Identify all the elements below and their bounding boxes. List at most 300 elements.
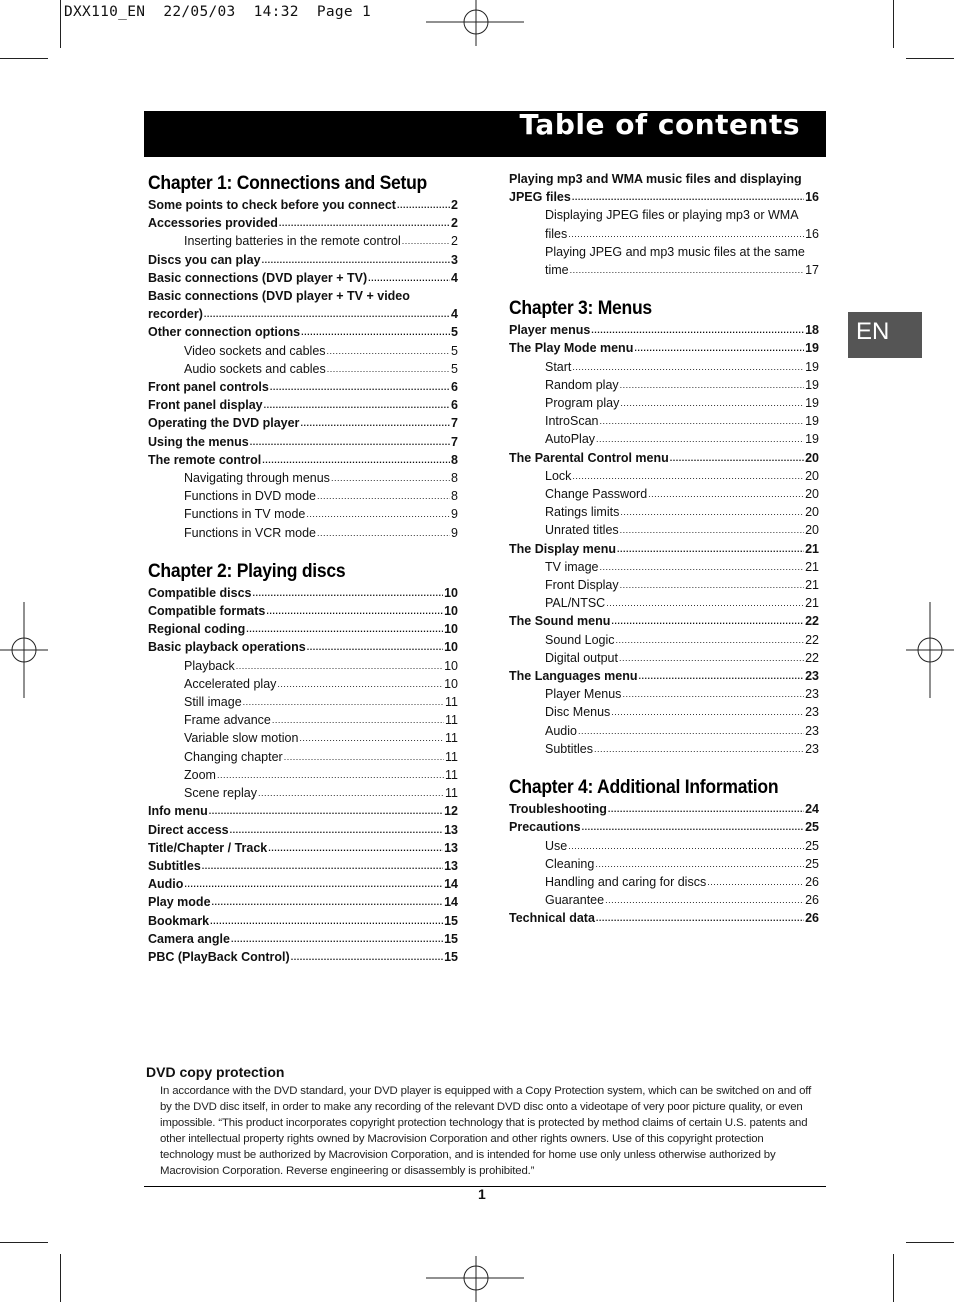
toc-entry-label: Basic playback operations	[148, 640, 306, 655]
toc-leader-dots	[258, 784, 444, 802]
registration-mark-top	[426, 0, 526, 48]
toc-page-number: 11	[445, 749, 458, 764]
toc-leader-dots	[317, 524, 450, 542]
toc-entry-label: Some points to check before you connect	[148, 198, 396, 212]
toc-leader-dots	[605, 891, 804, 909]
toc-entry[interactable]	[148, 802, 458, 820]
registration-mark-bottom	[426, 1254, 526, 1302]
toc-page-number: 8	[451, 452, 458, 467]
title-banner	[144, 108, 826, 157]
toc-leader-dots	[639, 667, 805, 685]
toc-entry-label: IntroScan	[545, 414, 599, 429]
toc-entry[interactable]	[509, 594, 819, 612]
toc-entry-label: Lock	[545, 468, 572, 483]
registration-mark-left	[0, 600, 48, 700]
toc-entry-label: PAL/NTSC	[545, 596, 606, 611]
toc-entry-label: Audio sockets and cables	[184, 361, 326, 376]
toc-entry-label: Displaying JPEG files or playing mp3 or WMA	[545, 208, 799, 223]
toc-page-number: 25	[805, 820, 819, 835]
toc-entry-label: Info menu	[148, 804, 208, 819]
toc-page-number: 12	[444, 804, 458, 819]
toc-entry[interactable]	[148, 342, 458, 360]
toc-page-number: 13	[444, 858, 458, 873]
toc-leader-dots	[670, 449, 804, 467]
toc-entry-label: Troubleshooting	[509, 802, 607, 817]
toc-leader-dots	[368, 269, 450, 287]
toc-entry-label: Video sockets and cables	[184, 343, 326, 358]
toc-page-number: 19	[805, 396, 819, 411]
toc-page-number: 2	[451, 216, 458, 231]
toc-entry[interactable]	[148, 584, 458, 602]
language-tab: EN	[848, 312, 922, 358]
toc-page-number: 15	[444, 931, 458, 946]
toc-entry[interactable]	[148, 269, 458, 287]
crop-mark	[906, 1242, 954, 1243]
toc-entry-label: Camera angle	[148, 931, 230, 946]
toc-leader-dots	[600, 558, 805, 576]
toc-entry-label: Front panel controls	[148, 380, 269, 395]
toc-entry-label: Functions in TV mode	[184, 507, 306, 522]
toc-leader-dots	[301, 323, 450, 341]
toc-leader-dots	[307, 638, 443, 656]
toc-leader-dots	[243, 693, 444, 711]
toc-leader-dots	[231, 930, 443, 948]
toc-leader-dots	[268, 839, 443, 857]
toc-page-number: 3	[451, 252, 458, 267]
toc-entry-label: Digital output	[545, 650, 618, 665]
toc-leader-dots	[264, 396, 450, 414]
toc-entry-line	[148, 305, 458, 323]
toc-leader-dots	[582, 818, 805, 836]
toc-entry[interactable]	[509, 576, 819, 594]
toc-entry[interactable]	[509, 394, 819, 412]
toc-page-number: 9	[451, 507, 458, 522]
toc-entry[interactable]	[509, 485, 819, 503]
toc-page-number: 16	[805, 190, 819, 205]
toc-page-number: 19	[805, 359, 819, 374]
toc-page-number: 14	[444, 877, 458, 892]
toc-leader-dots	[596, 430, 804, 448]
toc-entry-label: Precautions	[509, 820, 581, 835]
section-gap	[509, 758, 819, 774]
toc-entry[interactable]	[509, 667, 819, 685]
toc-page-number: 11	[445, 713, 458, 728]
toc-leader-dots	[596, 909, 804, 927]
toc-entry[interactable]	[509, 521, 819, 539]
toc-entry[interactable]	[148, 766, 458, 784]
page-title: Table of contents	[519, 108, 800, 141]
toc-leader-dots	[594, 740, 804, 758]
toc-leader-dots	[600, 412, 805, 430]
toc-entry-label: The remote control	[148, 452, 262, 467]
toc-page-number: 19	[805, 414, 819, 429]
toc-entry-label: Subtitles	[545, 741, 593, 756]
print-header: DXX110_EN 22/05/03 14:32 Page 1	[64, 4, 372, 20]
toc-page-number: 6	[451, 398, 458, 413]
toc-page-number: 2	[451, 198, 458, 212]
crop-mark	[60, 0, 61, 48]
toc-leader-dots	[397, 196, 450, 214]
toc-entry[interactable]	[148, 433, 458, 451]
toc-entry[interactable]	[509, 703, 819, 721]
chapter-heading: Chapter 1: Connections and Setup	[148, 172, 428, 194]
toc-entry[interactable]	[148, 487, 458, 505]
toc-leader-dots	[230, 821, 443, 839]
toc-page-number: 23	[805, 741, 819, 756]
toc-page-number: 21	[805, 596, 819, 611]
toc-entry-label: Bookmark	[148, 913, 210, 928]
toc-entry[interactable]	[148, 948, 458, 966]
toc-page-number: 11	[445, 695, 458, 710]
toc-entry-label: Audio	[148, 877, 184, 892]
toc-entry-label: The Sound menu	[509, 614, 611, 629]
toc-entry[interactable]	[509, 612, 819, 630]
toc-leader-dots	[616, 631, 805, 649]
toc-page-number: 4	[451, 307, 458, 322]
toc-page-number: 10	[444, 604, 458, 619]
toc-entry[interactable]	[509, 685, 819, 703]
toc-entry-line	[545, 225, 819, 243]
toc-leader-dots	[619, 649, 804, 667]
toc-leader-dots	[266, 602, 443, 620]
toc-leader-dots	[595, 855, 804, 873]
toc-entry[interactable]	[148, 620, 458, 638]
toc-page-number: 21	[805, 578, 819, 593]
toc-leader-dots	[620, 376, 804, 394]
toc-leader-dots	[570, 261, 804, 279]
toc-page-number: 22	[805, 632, 819, 647]
toc-entry[interactable]	[148, 360, 458, 378]
toc-page-number: 17	[805, 263, 819, 278]
toc-entry-label: Changing chapter	[184, 749, 283, 764]
toc-page-number: 20	[805, 468, 819, 483]
toc-entry-label: Scene replay	[184, 786, 257, 801]
toc-entry-label: Accessories provided	[148, 216, 278, 231]
toc-entry[interactable]	[148, 912, 458, 930]
toc-entry-label: Technical data	[509, 911, 595, 926]
toc-entry[interactable]	[509, 818, 819, 836]
toc-entry[interactable]	[509, 837, 819, 855]
toc-entry-label: Guarantee	[545, 893, 605, 908]
toc-page-number: 10	[444, 676, 458, 691]
toc-entry[interactable]	[509, 503, 819, 521]
toc-leader-dots	[591, 321, 804, 339]
toc-entry[interactable]	[509, 891, 819, 909]
toc-page-number: 26	[805, 874, 819, 889]
toc-entry[interactable]	[509, 909, 819, 927]
toc-entry[interactable]	[509, 206, 819, 242]
toc-entry-label: Operating the DVD player	[148, 416, 300, 431]
toc-page-number: 23	[805, 669, 819, 684]
toc-entry-label: Title/Chapter / Track	[148, 840, 268, 855]
toc-entry-label: The Parental Control menu	[509, 450, 669, 465]
toc-entry[interactable]	[509, 430, 819, 448]
toc-entry[interactable]	[148, 657, 458, 675]
toc-entry[interactable]	[509, 873, 819, 891]
toc-page-number: 19	[805, 432, 819, 447]
toc-leader-dots	[279, 214, 450, 232]
chapter-heading: Chapter 2: Playing discs	[148, 559, 346, 582]
toc-leader-dots	[622, 685, 804, 703]
toc-page-number: 20	[805, 450, 819, 465]
toc-leader-dots	[572, 358, 804, 376]
toc-entry-label: Functions in VCR mode	[184, 525, 317, 540]
toc-entry-label: Variable slow motion	[184, 731, 299, 746]
crop-mark	[0, 1242, 48, 1243]
toc-entry[interactable]	[509, 855, 819, 873]
toc-entry-label: Still image	[184, 695, 242, 710]
toc-right-column	[509, 170, 819, 928]
toc-leader-dots	[300, 414, 450, 432]
toc-leader-dots	[611, 612, 804, 630]
toc-entry[interactable]	[509, 631, 819, 649]
toc-entry-label: Front Display	[545, 578, 619, 593]
toc-leader-dots	[572, 188, 804, 206]
toc-entry[interactable]	[148, 469, 458, 487]
toc-leader-dots	[608, 800, 804, 818]
toc-entry[interactable]	[148, 893, 458, 911]
toc-entry-label: PBC (PlayBack Control)	[148, 949, 290, 964]
toc-page-number: 6	[451, 380, 458, 395]
toc-page-number: 19	[805, 377, 819, 392]
toc-leader-dots	[204, 305, 450, 323]
toc-leader-dots	[620, 503, 804, 521]
toc-entry[interactable]	[148, 602, 458, 620]
toc-page-number: 23	[805, 723, 819, 738]
toc-entry[interactable]	[148, 214, 458, 232]
copy-protection-heading: DVD copy protection	[146, 1064, 285, 1080]
toc-entry[interactable]	[148, 930, 458, 948]
toc-entry[interactable]	[509, 467, 819, 485]
toc-entry[interactable]	[509, 740, 819, 758]
chapter-heading: Chapter 4: Additional Information	[509, 776, 779, 799]
toc-leader-dots	[611, 703, 804, 721]
toc-page-number: 13	[444, 840, 458, 855]
toc-page-number: 15	[444, 949, 458, 964]
toc-page-number: 2	[451, 234, 458, 249]
toc-entry[interactable]	[148, 693, 458, 711]
toc-entry[interactable]	[148, 287, 458, 323]
toc-page-number: 10	[444, 640, 458, 655]
toc-entry[interactable]	[509, 412, 819, 430]
toc-entry[interactable]	[509, 376, 819, 394]
toc-leader-dots	[620, 394, 804, 412]
toc-page-number: 11	[445, 786, 458, 801]
toc-leader-dots	[634, 339, 804, 357]
toc-entry[interactable]	[148, 711, 458, 729]
toc-entry[interactable]	[509, 722, 819, 740]
toc-page-number: 19	[805, 341, 819, 356]
registration-mark-right	[906, 600, 954, 700]
toc-entry-label: Play mode	[148, 895, 211, 910]
toc-page-number: 21	[805, 559, 819, 574]
crop-mark	[893, 0, 894, 48]
toc-entry-label: Handling and caring for discs	[545, 874, 707, 889]
toc-leader-dots	[568, 225, 804, 243]
toc-entry[interactable]	[509, 540, 819, 558]
toc-entry-line	[545, 261, 819, 279]
toc-page-number: 10	[444, 622, 458, 637]
toc-entry[interactable]	[148, 396, 458, 414]
toc-leader-dots	[572, 467, 804, 485]
toc-entry[interactable]	[148, 196, 458, 214]
copy-protection-text: In accordance with the DVD standard, your DVD player is equipped with a Copy Protection system, which can be switched on and off by the DVD disc itself, in order to make any recording of the relevant DVD disc onto a videotape of very poor picture quality, or even impossible. “This product incorporates copyright protection technology that is protected by method claims of certain U.S. patents and other intellectual property rights owned by Macrovision Corporation and other rights owners. Use of this copyright protection technology must be authorized by Macrovision Corporation, and is intended for home use only unless otherwise authorized by Macrovision Corporation. Reverse engineering or disassembly is prohibited.”	[160, 1085, 812, 1177]
toc-entry[interactable]	[509, 449, 819, 467]
toc-entry[interactable]	[148, 638, 458, 656]
toc-entry[interactable]	[509, 649, 819, 667]
toc-entry[interactable]	[509, 558, 819, 576]
toc-entry[interactable]	[148, 378, 458, 396]
toc-entry-label: Frame advance	[184, 713, 271, 728]
section-gap	[509, 279, 819, 295]
toc-entry[interactable]	[148, 323, 458, 341]
toc-page-number: 20	[805, 505, 819, 520]
toc-page-number: 5	[451, 343, 458, 358]
toc-entry-label: Direct access	[148, 822, 229, 837]
toc-page-number: 21	[805, 541, 819, 556]
toc-entry[interactable]	[148, 784, 458, 802]
toc-leader-dots	[210, 912, 443, 930]
toc-leader-dots	[277, 675, 443, 693]
toc-left-column	[148, 170, 458, 966]
toc-leader-dots	[617, 540, 804, 558]
toc-leader-dots	[284, 748, 444, 766]
chapter-heading: Chapter 3: Menus	[509, 297, 652, 320]
toc-leader-dots	[317, 487, 450, 505]
toc-leader-dots	[648, 485, 804, 503]
toc-entry-label: The Play Mode menu	[509, 341, 634, 356]
toc-page-number: 10	[444, 658, 458, 673]
toc-leader-dots	[209, 802, 443, 820]
toc-entry-label: Playing JPEG and mp3 music files at the same	[545, 244, 805, 259]
toc-entry-label: Front panel display	[148, 398, 263, 413]
toc-page-number: 9	[451, 525, 458, 540]
toc-entry-label-cont: time	[545, 263, 569, 278]
toc-leader-dots	[270, 378, 450, 396]
toc-page-number: 5	[451, 325, 458, 340]
toc-entry-label: Basic connections (DVD player + TV)	[148, 270, 368, 285]
toc-leader-dots	[236, 657, 443, 675]
toc-entry-label: Unrated titles	[545, 523, 619, 538]
toc-page-number: 14	[444, 895, 458, 910]
toc-entry[interactable]	[509, 321, 819, 339]
toc-leader-dots	[402, 232, 450, 250]
toc-leader-dots	[246, 620, 443, 638]
toc-entry[interactable]	[148, 524, 458, 542]
toc-entry[interactable]	[509, 800, 819, 818]
toc-page-number: 23	[805, 687, 819, 702]
toc-entry-label: Player menus	[509, 323, 591, 338]
toc-entry-label: Inserting batteries in the remote control	[184, 234, 401, 249]
toc-leader-dots	[306, 505, 450, 523]
toc-page-number: 22	[805, 650, 819, 665]
toc-page-number: 15	[444, 913, 458, 928]
toc-entry[interactable]	[148, 505, 458, 523]
toc-entry-label-cont: recorder)	[148, 307, 203, 322]
toc-leader-dots	[253, 584, 444, 602]
toc-entry-label: Using the menus	[148, 434, 249, 449]
toc-entry[interactable]	[148, 451, 458, 469]
toc-leader-dots	[262, 451, 450, 469]
toc-entry[interactable]	[148, 729, 458, 747]
toc-entry-label: Disc Menus	[545, 705, 611, 720]
toc-entry-label: Regional coding	[148, 622, 246, 637]
toc-entry[interactable]	[148, 857, 458, 875]
toc-page-number: 11	[445, 767, 458, 782]
toc-entry[interactable]	[148, 232, 458, 250]
toc-entry-label: Discs you can play	[148, 252, 261, 267]
toc-entry-label: Compatible formats	[148, 604, 266, 619]
crop-mark	[893, 1254, 894, 1302]
toc-page-number: 10	[444, 585, 458, 600]
toc-entry[interactable]	[509, 339, 819, 357]
toc-leader-dots	[272, 711, 444, 729]
toc-page-number: 4	[451, 270, 458, 285]
toc-entry[interactable]	[148, 748, 458, 766]
toc-leader-dots	[606, 594, 804, 612]
toc-entry-label: Sound Logic	[545, 632, 615, 647]
crop-mark	[906, 58, 954, 59]
toc-entry-label: Accelerated play	[184, 676, 277, 691]
toc-entry[interactable]	[509, 243, 819, 279]
toc-leader-dots	[327, 342, 451, 360]
toc-entry-label: Functions in DVD mode	[184, 489, 317, 504]
toc-page-number: 7	[451, 416, 458, 431]
toc-page-number: 16	[805, 226, 819, 241]
toc-entry-label: Zoom	[184, 767, 216, 782]
toc-entry-label: Other connection options	[148, 325, 301, 340]
toc-entry-label: Ratings limits	[545, 505, 620, 520]
toc-leader-dots	[217, 766, 444, 784]
toc-page-number: 26	[805, 893, 819, 908]
toc-page-number: 25	[805, 856, 819, 871]
toc-leader-dots	[620, 521, 804, 539]
toc-entry[interactable]	[509, 170, 819, 206]
page-number: 1	[478, 1186, 486, 1202]
toc-entry[interactable]	[148, 414, 458, 432]
toc-leader-dots	[707, 873, 804, 891]
toc-page-number: 5	[451, 361, 458, 376]
toc-leader-dots	[250, 433, 450, 451]
toc-page-number: 25	[805, 838, 819, 853]
toc-leader-dots	[202, 857, 443, 875]
toc-entry-label: Use	[545, 838, 568, 853]
toc-page-number: 8	[451, 471, 458, 486]
toc-leader-dots	[212, 893, 444, 911]
toc-page-number: 20	[805, 487, 819, 502]
toc-entry[interactable]	[148, 875, 458, 893]
toc-entry[interactable]	[148, 251, 458, 269]
toc-entry[interactable]	[509, 358, 819, 376]
toc-leader-dots	[620, 576, 804, 594]
toc-page-number: 26	[805, 911, 819, 926]
toc-page-number: 23	[805, 705, 819, 720]
toc-page-number: 20	[805, 523, 819, 538]
toc-entry-label: The Languages menu	[509, 669, 638, 684]
toc-entry[interactable]	[148, 839, 458, 857]
toc-entry[interactable]	[148, 675, 458, 693]
toc-entry-label: Navigating through menus	[184, 471, 330, 486]
toc-entry-label-cont: files	[545, 226, 568, 241]
toc-entry[interactable]	[148, 821, 458, 839]
toc-entry-line	[509, 188, 819, 206]
toc-entry-label: Basic connections (DVD player + TV + video	[148, 289, 410, 304]
toc-entry-label: Playing mp3 and WMA music files and displaying	[509, 172, 802, 186]
toc-entry-label: Change Password	[545, 487, 648, 502]
toc-leader-dots	[262, 251, 450, 269]
toc-leader-dots	[291, 948, 443, 966]
toc-entry-label: Playback	[184, 658, 235, 673]
